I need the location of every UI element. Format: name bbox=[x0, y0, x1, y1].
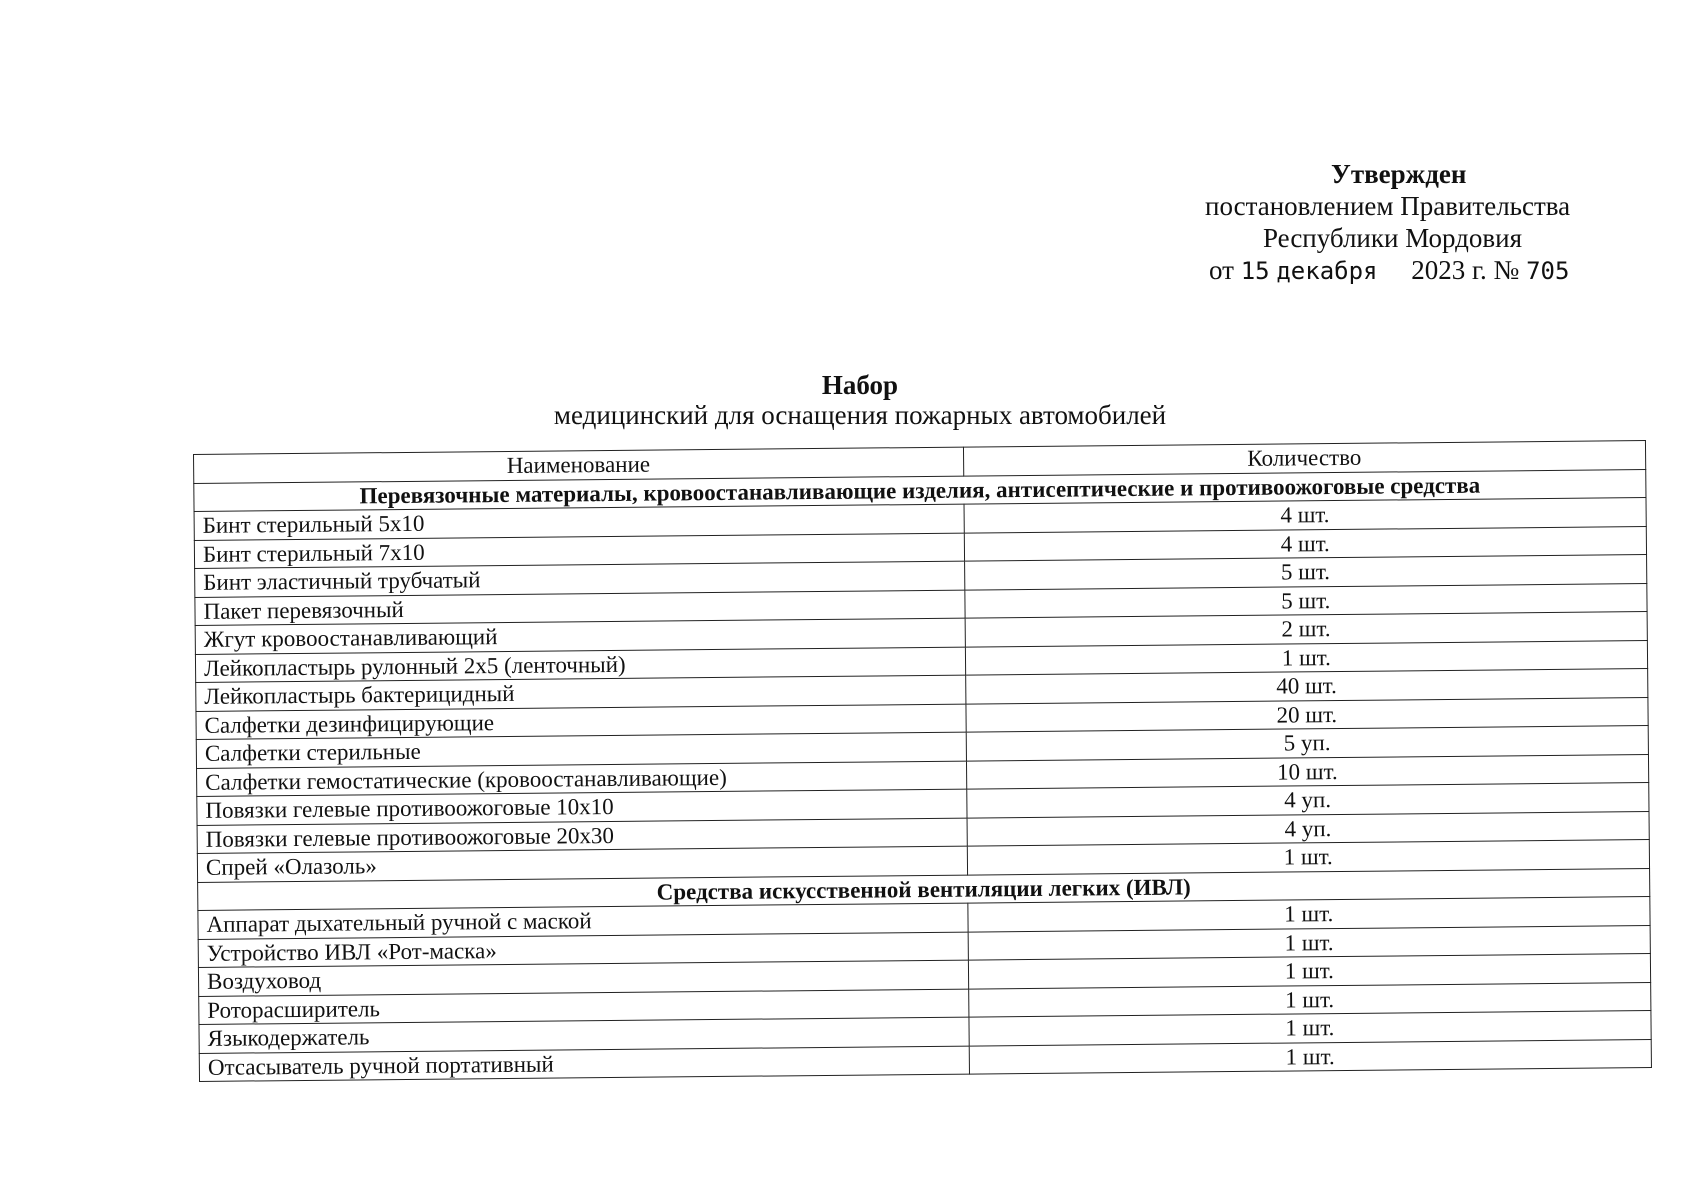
item-quantity: 1 шт. bbox=[967, 840, 1650, 875]
item-name: Салфетки стерильные bbox=[196, 732, 966, 768]
item-name: Языкодержатель bbox=[199, 1017, 969, 1053]
item-quantity: 4 шт. bbox=[964, 498, 1647, 533]
item-quantity: 1 шт. bbox=[968, 954, 1651, 989]
item-name: Бинт эластичный трубчатый bbox=[195, 561, 965, 597]
table-container bbox=[193, 440, 1652, 1082]
approval-date-prefix: от bbox=[1209, 255, 1234, 285]
item-name: Отсасыватель ручной портативный bbox=[199, 1046, 969, 1082]
item-quantity: 1 шт. bbox=[968, 925, 1651, 960]
item-quantity: 20 шт. bbox=[965, 697, 1648, 732]
item-quantity: 5 шт. bbox=[964, 583, 1647, 618]
item-quantity: 10 шт. bbox=[966, 754, 1649, 789]
item-name: Роторасширитель bbox=[199, 989, 969, 1025]
item-name: Воздуховод bbox=[198, 960, 968, 996]
header-name: Наименование bbox=[194, 447, 964, 483]
item-quantity: 4 шт. bbox=[964, 526, 1647, 561]
item-quantity: 1 шт. bbox=[968, 982, 1651, 1017]
item-quantity: 1 шт. bbox=[965, 640, 1648, 675]
item-name: Аппарат дыхательный ручной с маской bbox=[198, 903, 968, 939]
approval-line-2: Республики Мордовия bbox=[1263, 223, 1523, 253]
item-name: Салфетки гемостатические (кровоостанавливающие) bbox=[197, 761, 967, 797]
item-name: Пакет перевязочный bbox=[195, 590, 965, 626]
approval-title: Утвержден bbox=[1331, 159, 1467, 189]
approval-number: 705 bbox=[1526, 257, 1570, 285]
document-subtitle: медицинский для оснащения пожарных автомобилей bbox=[553, 400, 1167, 430]
approval-year: 2023 г. № bbox=[1411, 255, 1520, 285]
item-name: Жгут кровоостанавливающий bbox=[195, 618, 965, 654]
item-quantity: 40 шт. bbox=[965, 669, 1648, 704]
document-title: Набор bbox=[821, 370, 899, 400]
item-name: Лейкопластырь рулонный 2x5 (ленточный) bbox=[195, 647, 965, 683]
approval-month: декабря bbox=[1276, 257, 1378, 285]
item-quantity: 4 уп. bbox=[966, 783, 1649, 818]
section-title: Средства искусственной вентиляции легких (ИВЛ) bbox=[198, 868, 1650, 910]
approval-day: 15 bbox=[1240, 257, 1270, 285]
item-quantity: 5 шт. bbox=[964, 555, 1647, 590]
approval-date-line bbox=[1195, 254, 1635, 287]
header-quantity: Количество bbox=[963, 441, 1646, 476]
approval-line-1: постановлением Правительства bbox=[1205, 191, 1571, 221]
equipment-table bbox=[193, 440, 1652, 1082]
item-quantity: 4 уп. bbox=[967, 811, 1650, 846]
item-name: Устройство ИВЛ «Рот-маска» bbox=[198, 932, 968, 968]
item-name: Повязки гелевые противоожоговые 20x30 bbox=[197, 818, 967, 854]
item-quantity: 1 шт. bbox=[968, 1011, 1651, 1046]
item-name: Повязки гелевые противоожоговые 10x10 bbox=[197, 789, 967, 825]
item-name: Бинт стерильный 7x10 bbox=[194, 533, 964, 569]
item-quantity: 1 шт. bbox=[969, 1039, 1652, 1074]
section-title: Перевязочные материалы, кровоостанавливающие изделия, антисептические и противоожоговые средства bbox=[194, 469, 1646, 511]
item-quantity: 1 шт. bbox=[967, 897, 1650, 932]
item-quantity: 5 уп. bbox=[966, 726, 1649, 761]
item-name: Салфетки дезинфицирующие bbox=[196, 704, 966, 740]
item-name: Спрей «Олазоль» bbox=[197, 846, 967, 882]
item-name: Бинт стерильный 5x10 bbox=[194, 504, 964, 540]
item-quantity: 2 шт. bbox=[965, 612, 1648, 647]
item-name: Лейкопластырь бактерицидный bbox=[196, 675, 966, 711]
approval-block bbox=[1195, 158, 1635, 287]
